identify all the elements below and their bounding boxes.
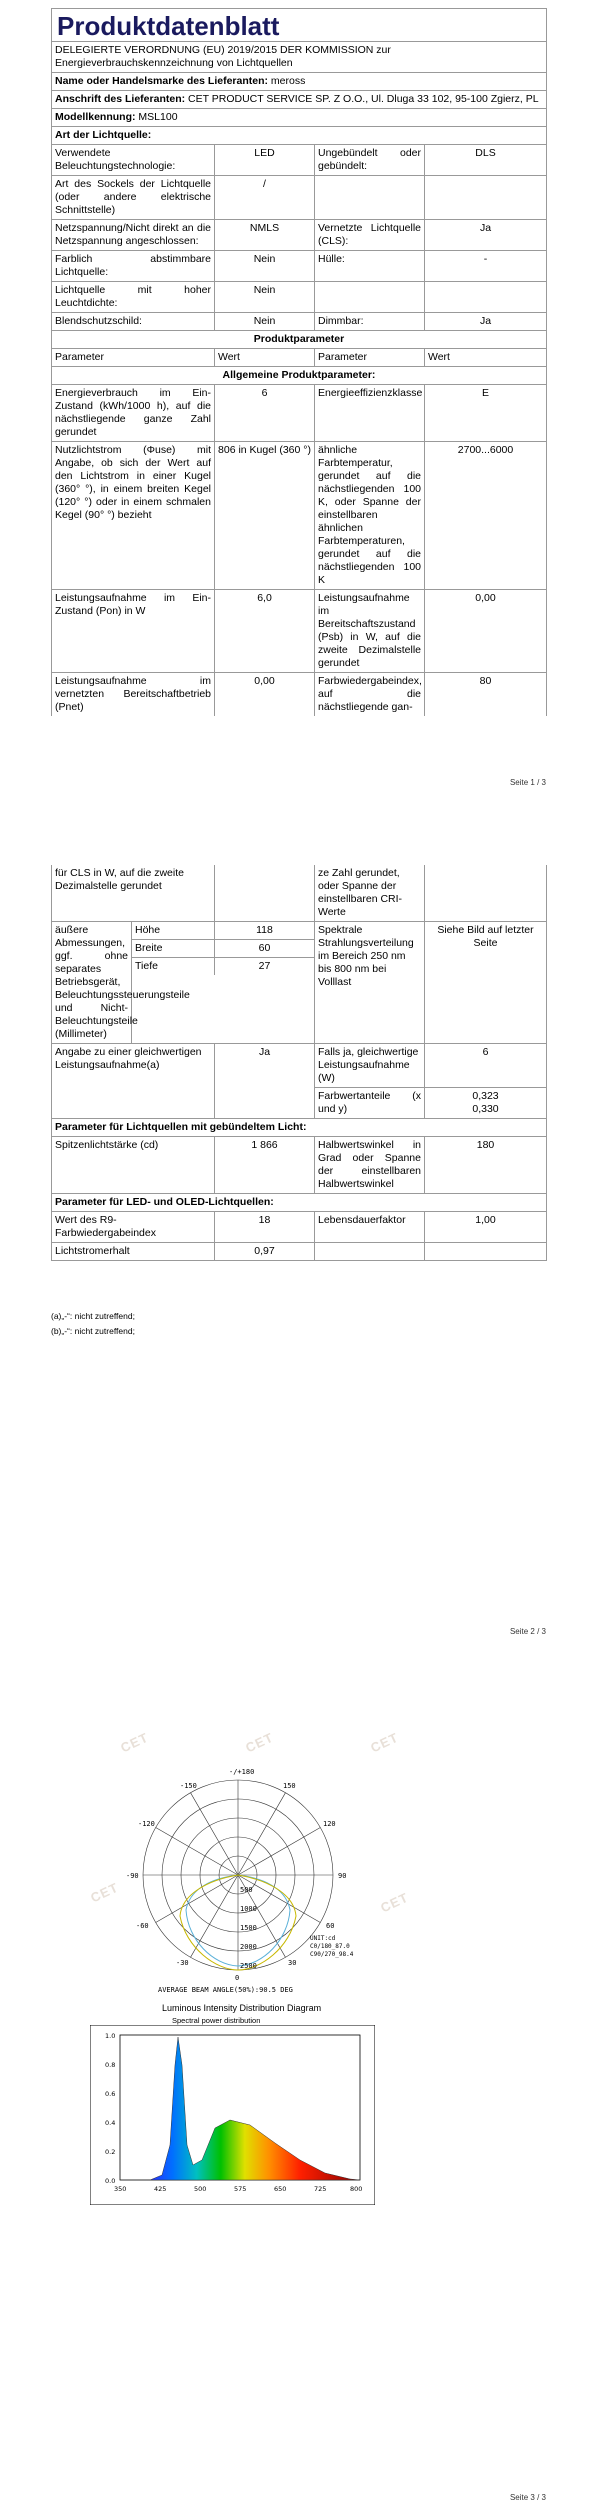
table-row bbox=[52, 251, 546, 282]
section-title: Produktparameter bbox=[253, 333, 345, 345]
row-value bbox=[215, 865, 315, 921]
watermark: CET bbox=[378, 1889, 411, 1916]
row-value: 1 866 bbox=[215, 1137, 315, 1193]
table-row bbox=[52, 1243, 546, 1260]
equiv-value: Ja bbox=[215, 1044, 315, 1118]
dimension-name: Tiefe bbox=[132, 958, 215, 975]
row-value: / bbox=[215, 176, 315, 219]
footnote-a: (a)„-“: nicht zutreffend; bbox=[51, 1311, 135, 1321]
row-value: - bbox=[483, 253, 488, 265]
row-value bbox=[425, 865, 546, 921]
row-label: Leistungsaufnahme im Ein-Zustand (Pon) in W bbox=[52, 590, 215, 672]
equiv-label-text: Angabe zu einer gleichwertigen Leistungsaufnahme(a) bbox=[55, 1046, 202, 1071]
table-row bbox=[52, 1044, 546, 1119]
polar-legend: UNIT:cd bbox=[310, 1935, 336, 1942]
row-label: Farbwiedergabeindex, auf die nächstliegende gan- bbox=[315, 673, 425, 716]
row-value: Ja bbox=[479, 222, 492, 234]
row-label: für CLS in W, auf die zweite Dezimalstelle gerundet bbox=[52, 865, 215, 921]
dimension-name: Höhe bbox=[132, 922, 215, 939]
general-params-title: Allgemeine Produktparameter: bbox=[222, 369, 376, 381]
row-label: Energieverbrauch im Ein-Zustand (kWh/1000 h), auf die nächstliegende ganze Zahl gerundet bbox=[52, 385, 215, 441]
row-value: E bbox=[481, 387, 489, 399]
row-value: 6,0 bbox=[215, 590, 315, 672]
watermark: CET bbox=[118, 1729, 151, 1756]
polar-angle-label: -60 bbox=[136, 1922, 149, 1930]
row-value: 0,00 bbox=[475, 592, 496, 604]
page-number: Seite 3 / 3 bbox=[509, 2493, 546, 2502]
table-row bbox=[52, 1212, 546, 1243]
row-value: 80 bbox=[479, 675, 492, 687]
row-label bbox=[315, 176, 425, 219]
row-label: Hülle: bbox=[315, 251, 425, 281]
row-label: Blendschutzschild: bbox=[52, 313, 215, 330]
row-value: 18 bbox=[215, 1212, 315, 1242]
table-row bbox=[52, 590, 546, 673]
row-value: DLS bbox=[475, 147, 496, 159]
dimensions-row bbox=[52, 922, 546, 1044]
spd-x-tick: 650 bbox=[274, 2185, 287, 2193]
page-3 bbox=[0, 1729, 591, 2510]
spd-x-tick: 575 bbox=[234, 2185, 247, 2193]
table-row bbox=[52, 385, 546, 442]
address-value: CET PRODUCT SERVICE SP. Z O.O., Ul. Dluga 33 102, 95-100 Zgierz, PL bbox=[188, 93, 539, 105]
brand-row bbox=[52, 73, 546, 90]
row-value: Nein bbox=[215, 313, 315, 330]
table-row bbox=[52, 176, 546, 220]
polar-radial-label: 2000 bbox=[240, 1943, 257, 1951]
spd-x-tick: 725 bbox=[314, 2185, 327, 2193]
equiv-power-value: 6 bbox=[482, 1046, 489, 1058]
polar-angle-label: -30 bbox=[176, 1959, 189, 1967]
polar-angle-label: 120 bbox=[323, 1820, 336, 1828]
address-row bbox=[52, 91, 546, 108]
chroma-values bbox=[425, 1088, 546, 1118]
row-label: ze Zahl gerundet, oder Spanne der einstellbaren CRI-Werte bbox=[315, 865, 425, 921]
page-title: Produktdatenblatt bbox=[52, 9, 546, 42]
polar-top-label: -/+180 bbox=[229, 1768, 255, 1776]
spd-y-tick: 0.0 bbox=[105, 2177, 116, 2185]
row-label: Lebensdauerfaktor bbox=[315, 1212, 425, 1242]
row-label: Lichtquelle mit hoher Leuchtdichte: bbox=[52, 282, 215, 312]
row-label: Lichtstromerhalt bbox=[52, 1243, 215, 1260]
column-header: Wert bbox=[215, 349, 315, 366]
table-row bbox=[52, 282, 546, 313]
spd-x-tick: 500 bbox=[194, 2185, 207, 2193]
row-value: 0,00 bbox=[215, 673, 315, 716]
polar-legend: C90/270_98.4 bbox=[310, 1951, 354, 1958]
watermark: CET bbox=[368, 1729, 401, 1756]
spd-x-tick: 350 bbox=[114, 2185, 127, 2193]
polar-angle-label: 90 bbox=[338, 1872, 347, 1880]
table-header-row bbox=[52, 349, 546, 367]
row-value bbox=[425, 282, 546, 312]
dimension-value: 118 bbox=[256, 924, 273, 936]
column-header: Wert bbox=[428, 351, 450, 363]
page-number: Seite 1 / 3 bbox=[509, 778, 546, 787]
type-header: Art der Lichtquelle: bbox=[55, 129, 152, 141]
row-label: Leistungsaufnahme im Bereitschaftszustand (Psb) in W, auf die zweite Dezimalstelle gerundet bbox=[315, 590, 425, 672]
watermark: CET bbox=[243, 1729, 276, 1756]
equiv-label bbox=[52, 1044, 215, 1118]
row-label: Energieeffizienzklasse bbox=[315, 385, 425, 441]
page-1 bbox=[0, 0, 591, 790]
row-label: Leistungsaufnahme im vernetzten Bereitschaftbetrieb (Pnet) bbox=[52, 673, 215, 716]
row-label: Verwendete Beleuchtungstechnologie: bbox=[52, 145, 215, 175]
chroma-label: Farbwertanteile (x und y) bbox=[315, 1088, 425, 1118]
row-value: 0,97 bbox=[215, 1243, 315, 1260]
page-number: Seite 2 / 3 bbox=[509, 1627, 546, 1636]
row-value bbox=[425, 1243, 546, 1260]
polar-angle-label: -150 bbox=[180, 1782, 197, 1790]
spd-title: Spectral power distribution bbox=[172, 2016, 261, 2025]
chroma-x: 0,323 bbox=[472, 1090, 499, 1102]
table-row bbox=[52, 313, 546, 331]
row-value bbox=[425, 176, 546, 219]
row-value: 806 in Kugel (360 °) bbox=[215, 442, 315, 589]
table-row bbox=[52, 442, 546, 590]
model-label: Modellkennung: bbox=[55, 111, 136, 123]
dimensions-label: äußere Abmessungen, ggf. ohne separates Betriebsgerät, Beleuchtungssteuerungsteile und Nicht-Beleuchtungsteile (Millimeter) bbox=[52, 922, 132, 1043]
polar-avg-angle: AVERAGE BEAM ANGLE(50%):90.5 DEG bbox=[158, 1986, 293, 1994]
row-value: 6 bbox=[215, 385, 315, 441]
polar-angle-label: -90 bbox=[126, 1872, 139, 1880]
polar-angle-label: -120 bbox=[138, 1820, 155, 1828]
watermark: CET bbox=[88, 1879, 121, 1906]
polar-radial-label: 1000 bbox=[240, 1905, 257, 1913]
row-label: Art des Sockels der Lichtquelle (oder andere elektrische Schnittstelle) bbox=[52, 176, 215, 219]
spd-x-tick: 800 bbox=[350, 2185, 363, 2193]
polar-legend: C0/180_87.0 bbox=[310, 1943, 350, 1950]
polar-radial-label: 1500 bbox=[240, 1924, 257, 1932]
column-header: Parameter bbox=[52, 349, 215, 366]
brand-label: Name oder Handelsmarke des Lieferanten: bbox=[55, 75, 268, 87]
polar-radial-label: 2500 bbox=[240, 1962, 257, 1970]
polar-angle-label: 150 bbox=[283, 1782, 296, 1790]
model-value: MSL100 bbox=[138, 111, 178, 123]
directional-title: Parameter für Lichtquellen mit gebündeltem Licht: bbox=[55, 1121, 307, 1133]
spectral-value: Siehe Bild auf letzter Seite bbox=[437, 924, 534, 949]
dimension-name: Breite bbox=[132, 940, 215, 957]
row-value: 180 bbox=[476, 1139, 495, 1151]
row-label: Farblich abstimmbare Lichtquelle: bbox=[52, 251, 215, 281]
table-row bbox=[52, 673, 546, 716]
table-row bbox=[52, 865, 546, 922]
footnote-b: (b)„-“: nicht zutreffend; bbox=[51, 1326, 135, 1336]
row-value: LED bbox=[215, 145, 315, 175]
row-label bbox=[315, 1243, 425, 1260]
dimension-value: 60 bbox=[258, 942, 271, 954]
chroma-y: 0,330 bbox=[472, 1103, 499, 1115]
polar-caption: Luminous Intensity Distribution Diagram bbox=[162, 2003, 322, 2013]
row-label: Halbwertswinkel in Grad oder Spanne der einstellbaren Halbwertswinkel bbox=[315, 1137, 425, 1193]
model-row bbox=[52, 109, 546, 126]
datasheet-table-page1 bbox=[51, 8, 547, 716]
column-header: Parameter bbox=[315, 349, 425, 366]
polar-radial-label: 500 bbox=[240, 1886, 253, 1894]
row-label: ähnliche Farbtemperatur, gerundet auf die nächstliegenden 100 K, oder Spanne der einstellbaren ähnlichen Farbtemperaturen, gerundet auf die nächstliegenden 100 K bbox=[315, 442, 425, 589]
table-row bbox=[52, 1137, 546, 1194]
row-label: Ungebündelt oder gebündelt: bbox=[315, 145, 425, 175]
polar-angle-label: 0 bbox=[235, 1974, 240, 1982]
led-title: Parameter für LED- und OLED-Lichtquellen: bbox=[55, 1196, 274, 1208]
row-value: 1,00 bbox=[475, 1214, 496, 1226]
spectral-power-chart bbox=[90, 2025, 375, 2205]
datasheet-table-page2 bbox=[51, 865, 547, 1261]
equiv-subtable bbox=[315, 1044, 546, 1118]
row-label bbox=[315, 282, 425, 312]
page-2 bbox=[0, 865, 591, 1655]
row-label: Dimmbar: bbox=[315, 313, 425, 330]
spd-y-tick: 0.6 bbox=[105, 2090, 116, 2098]
row-value: Nein bbox=[215, 282, 315, 312]
table-row bbox=[52, 145, 546, 176]
row-label: Netzspannung/Nicht direkt an die Netzspannung angeschlossen: bbox=[52, 220, 215, 250]
dimensions-subtable bbox=[132, 922, 315, 1043]
row-value: NMLS bbox=[215, 220, 315, 250]
row-value: 2700...6000 bbox=[457, 444, 514, 456]
spd-x-tick: 425 bbox=[154, 2185, 167, 2193]
equiv-power-label: Falls ja, gleichwertige Leistungsaufnahme (W) bbox=[315, 1044, 425, 1087]
spd-y-tick: 0.8 bbox=[105, 2061, 116, 2069]
spectral-label: Spektrale Strahlungsverteilung im Bereich 250 nm bis 800 nm bei Volllast bbox=[315, 922, 425, 1043]
row-label: Spitzenlichtstärke (cd) bbox=[52, 1137, 215, 1193]
spd-y-tick: 0.4 bbox=[105, 2119, 116, 2127]
row-label: Nutzlichtstrom (Φuse) mit Angabe, ob sich der Wert auf den Lichtstrom in einer Kugel (360° °), in einem breiten Kegel (120° °) oder in einem schmalen Kegel (90° °) bezieht bbox=[52, 442, 215, 589]
table-row bbox=[52, 220, 546, 251]
luminous-intensity-polar-diagram bbox=[118, 1760, 378, 2000]
row-value: Nein bbox=[215, 251, 315, 281]
row-value: Ja bbox=[479, 315, 492, 327]
spd-y-tick: 0.2 bbox=[105, 2148, 116, 2156]
row-label: Vernetzte Lichtquelle (CLS): bbox=[315, 220, 425, 250]
dimension-value: 27 bbox=[258, 960, 271, 972]
address-label: Anschrift des Lieferanten: bbox=[55, 93, 186, 105]
polar-angle-label: 30 bbox=[288, 1959, 297, 1967]
row-label: Wert des R9-Farbwiedergabeindex bbox=[52, 1212, 215, 1242]
polar-angle-label: 60 bbox=[326, 1922, 335, 1930]
spd-y-tick: 1.0 bbox=[105, 2032, 116, 2040]
regulation-text: DELEGIERTE VERORDNUNG (EU) 2019/2015 DER KOMMISSION zur Energieverbrauchskennzeichnung von Lichtquellen bbox=[55, 44, 391, 69]
brand-value: meross bbox=[270, 75, 306, 87]
